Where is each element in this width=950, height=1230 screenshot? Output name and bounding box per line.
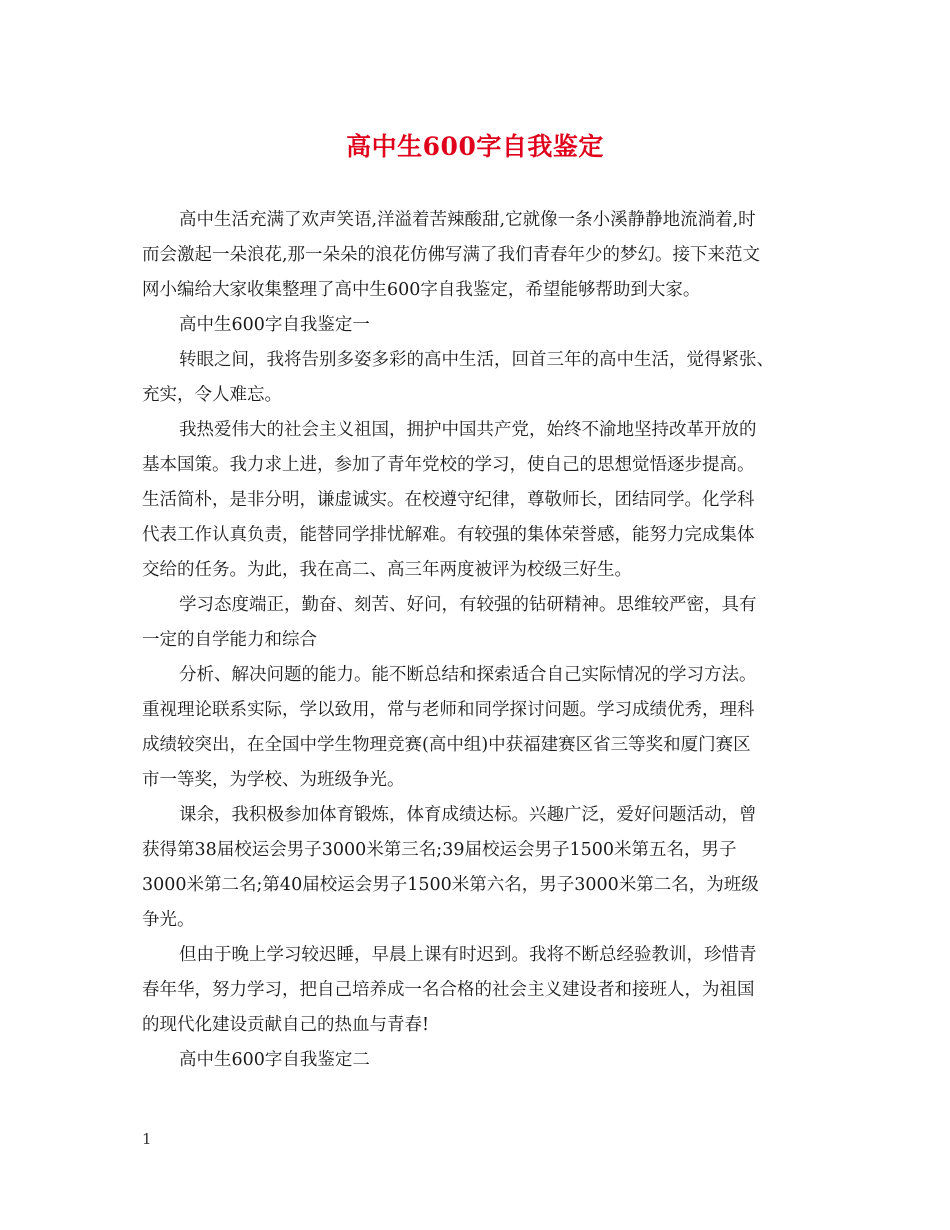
text-line: 分析、解决问题的能力。能不断总结和探索适合自己实际情况的学习方法。 xyxy=(179,665,757,685)
text-line: 高中生600字自我鉴定二 xyxy=(179,1050,370,1070)
text-line: 的现代化建设贡献自己的热血与青春! xyxy=(142,1015,430,1035)
text-line: 基本国策。我力求上进，参加了青年党校的学习，使自己的思想觉悟逐步提高。 xyxy=(142,455,755,475)
text-line: 高中生600字自我鉴定一 xyxy=(179,315,370,335)
text-line: 充实，令人难忘。 xyxy=(142,385,282,405)
text-line: 春年华，努力学习，把自己培养成一名合格的社会主义建设者和接班人，为祖国 xyxy=(142,980,755,1000)
text-line: 争光。 xyxy=(142,910,195,930)
text-line: 市一等奖，为学校、为班级争光。 xyxy=(142,770,405,790)
text-line: 成绩较突出，在全国中学生物理竞赛(高中组)中获福建赛区省三等奖和厦门赛区 xyxy=(142,735,751,755)
text-line: 网小编给大家收集整理了高中生600字自我鉴定，希望能够帮助到大家。 xyxy=(142,280,701,300)
page-number: 1 xyxy=(142,1130,152,1148)
text-line: 学习态度端正，勤奋、刻苦、好问，有较强的钻研精神。思维较严密，具有 xyxy=(179,595,757,615)
document-body xyxy=(142,203,812,1078)
text-line: 高中生活充满了欢声笑语,洋溢着苦辣酸甜,它就像一条小溪静静地流淌着,时 xyxy=(179,210,756,230)
text-line: 生活简朴，是非分明，谦虚诚实。在校遵守纪律，尊敬师长，团结同学。化学科 xyxy=(142,490,755,510)
text-line: 重视理论联系实际，学以致用，常与老师和同学探讨问题。学习成绩优秀，理科 xyxy=(142,700,755,720)
text-line: 我热爱伟大的社会主义祖国，拥护中国共产党，始终不渝地坚持改革开放的 xyxy=(179,420,757,440)
text-line: 课余，我积极参加体育锻炼，体育成绩达标。兴趣广泛，爱好问题活动，曾 xyxy=(179,805,757,825)
text-line: 代表工作认真负责，能替同学排忧解难。有较强的集体荣誉感，能努力完成集体 xyxy=(142,525,755,545)
text-line: 转眼之间，我将告别多姿多彩的高中生活，回首三年的高中生活，觉得紧张、 xyxy=(179,350,774,370)
document-title: 高中生600字自我鉴定 xyxy=(346,132,604,161)
text-line: 交给的任务。为此，我在高二、高三年两度被评为校级三好生。 xyxy=(142,560,632,580)
text-line: 而会激起一朵浪花,那一朵朵的浪花仿佛写满了我们青春年少的梦幻。接下来范文 xyxy=(142,245,761,265)
text-line: 但由于晚上学习较迟睡，早晨上课有时迟到。我将不断总经验教训，珍惜青 xyxy=(179,945,757,965)
text-line: 获得第38届校运会男子3000米第三名;39届校运会男子1500米第五名，男子 xyxy=(142,840,737,860)
text-line: 3000米第二名;第40届校运会男子1500米第六名，男子3000米第二名，为班级 xyxy=(142,875,759,895)
text-line: 一定的自学能力和综合 xyxy=(142,630,317,650)
